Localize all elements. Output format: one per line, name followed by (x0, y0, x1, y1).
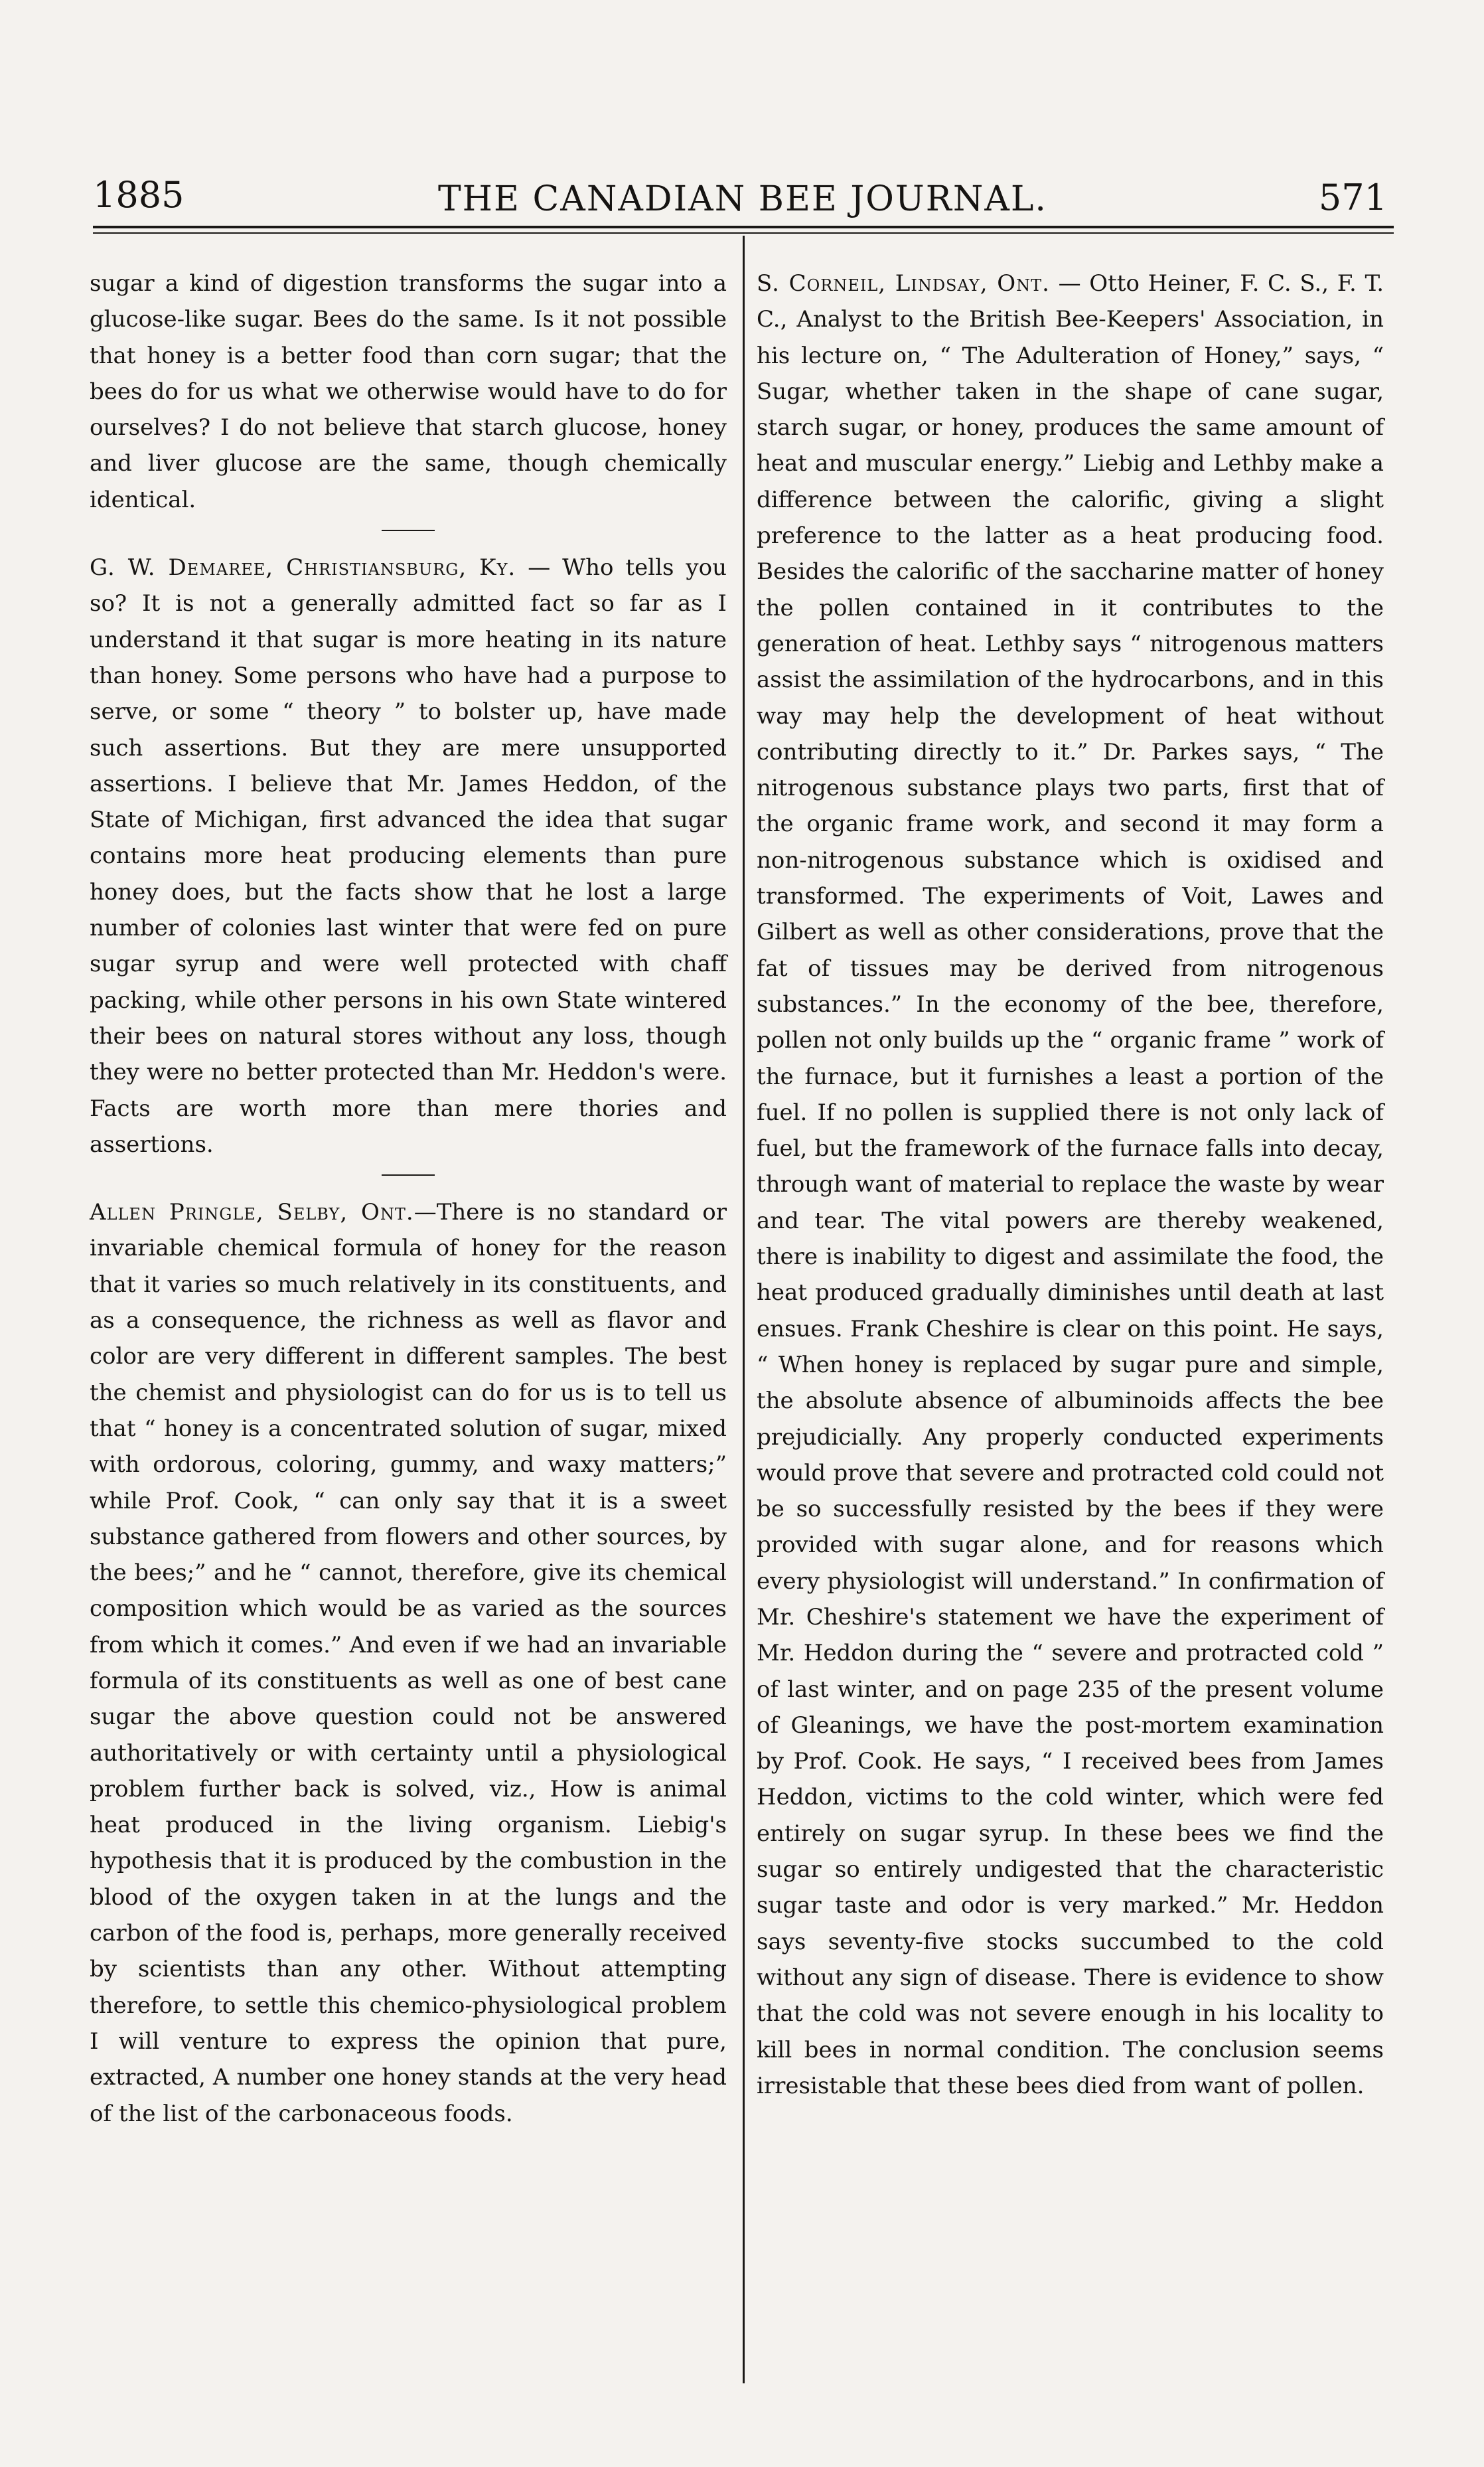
paragraph-pringle (90, 1194, 727, 2132)
header-rule-thin (93, 232, 1394, 234)
text-corneil: — Otto Heiner, F. C. S., F. T. C., Analyst to the British Bee-Keepers' Association, in his lecture on, “ The Adulteration of Honey,” says, “ Sugar, whether taken in the shape of cane sugar, starch sugar, or honey, produces the same amount of heat and muscular energy.” Liebig and Lethby make a difference between the calorific, giving a slight preference to the latter as a heat producing food. Besides the calorific of the saccharine matter of honey the pollen contained in it contributes to the generation of heat. Lethby says “ nitrogenous matters assist the assimilation of the hydrocarbons, and in this way may help the development of heat without contributing directly to it.” Dr. Parkes says, “ The nitrogenous substance plays two parts, first that of the organic frame work, and second it may form a non-nitrogenous substance which is oxidised and transformed. The experiments of Voit, Lawes and Gilbert as well as other considerations, prove that the fat of tissues may be derived from nitrogenous substances.” In the economy of the bee, therefore, pollen not only builds up the “ organic frame ” work of the furnace, but it furnishes a least a portion of the fuel. If no pollen is supplied there is not only lack of fuel, but the framework of the furnace falls into decay, through want of material to replace the waste by wear and tear. The vital powers are thereby weakened, there is inability to digest and assimilate the food, the heat produced gradually diminishes until death at last ensues. Frank Cheshire is clear on this point. He says, “ When honey is replaced by sugar pure and simple, the absolute absence of albuminoids affects the bee prejudicially. Any properly conducted experiments would prove that severe and protracted cold could not be so successfully resisted by the bees if they were provided with sugar alone, and for reasons which every physiologist will understand.” In confirmation of Mr. Cheshire's statement we have the experiment of Mr. Heddon during the “ severe and protracted cold ” of last winter, and on page 235 of the present volume of Gleanings, we have the post-mortem examination by Prof. Cook. He says, “ I received bees from James Heddon, victims to the cold winter, which were fed entirely on sugar syrup. In these bees we find the sugar so entirely undigested that the characteristic sugar taste and odor is very marked.” Mr. Heddon says seventy-five stocks succumbed to the cold without any sign of disease. There is evidence to show that the cold was not severe enough in his locality to kill bees in normal condition. The conclusion seems irresistable that these bees died from want of pollen. (757, 270, 1384, 2099)
paragraph-corneil (757, 266, 1384, 2104)
page-number: 571 (1318, 177, 1387, 218)
paragraph-demaree (90, 550, 727, 1162)
text-pringle: —There is no standard or invariable chemical formula of honey for the reason that it varies so much relatively in its constituents, and as a consequence, the richness as well as flavor and color are very different in different samples. The best the chemist and physiologist can do for us is to tell us that “ honey is a concentrated solution of sugar, mixed with ordorous, coloring, gummy, and waxy matters;” while Prof. Cook, “ can only say that it is a sweet substance gathered from flowers and other sources, by the bees;” and he “ cannot, therefore, give its chemical composition which would be as varied as the sources from which it comes.” And even if we had an invariable formula of its constituents as well as one of best cane sugar the above question could not be answered authoritatively or with certainty until a physiological problem further back is solved, viz., How is animal heat produced in the living organism. Liebig's hypothesis that it is produced by the combustion in the blood of the oxygen taken in at the lungs and the carbon of the food is, perhaps, more generally received by scientists than any other. Without attempting therefore, to settle this chemico-physiological problem I will venture to express the opinion that pure, extracted, A number one honey stands at the very head of the list of the carbonaceous foods. (90, 1199, 727, 2127)
section-separator (382, 530, 435, 531)
header-rule-thick (93, 226, 1394, 228)
page-header (93, 174, 1387, 227)
paragraph-continuation: sugar a kind of digestion transforms the sugar into a glucose-like sugar. Bees do the same. Is it not possible that honey is a better food than corn sugar; that the bees do for us what we otherwise would have to do for ourselves? I do not believe that starch glucose, honey and liver glucose are the same, though chemically identical. (90, 270, 727, 513)
column-divider (743, 236, 745, 2383)
header-year: 1885 (93, 174, 185, 216)
left-column (90, 266, 727, 2132)
section-separator (382, 1174, 435, 1176)
author-corneil: S. Corneil, Lindsay, Ont. (757, 270, 1050, 297)
journal-title: THE CANADIAN BEE JOURNAL. (438, 179, 1047, 219)
author-pringle: Allen Pringle, Selby, Ont. (90, 1199, 414, 1226)
text-demaree: — Who tells you so? It is not a generally admitted fact so far as I understand it that sugar is more heating in its nature than honey. Some persons who have had a purpose to serve, or some “ theory ” to bolster up, have made such assertions. But they are mere unsupported assertions. I believe that Mr. James Heddon, of the State of Michigan, first advanced the idea that sugar contains more heat producing elements than pure honey does, but the facts show that he lost a large number of colonies last winter that were fed on pure sugar syrup and were well protected with chaff packing, while other persons in his own State wintered their bees on natural stores without any loss, though they were no better protected than Mr. Heddon's were. Facts are worth more than mere thories and assertions. (90, 554, 727, 1158)
right-column (757, 266, 1384, 2104)
author-demaree: G. W. Demaree, Christiansburg, Ky. (90, 554, 516, 582)
